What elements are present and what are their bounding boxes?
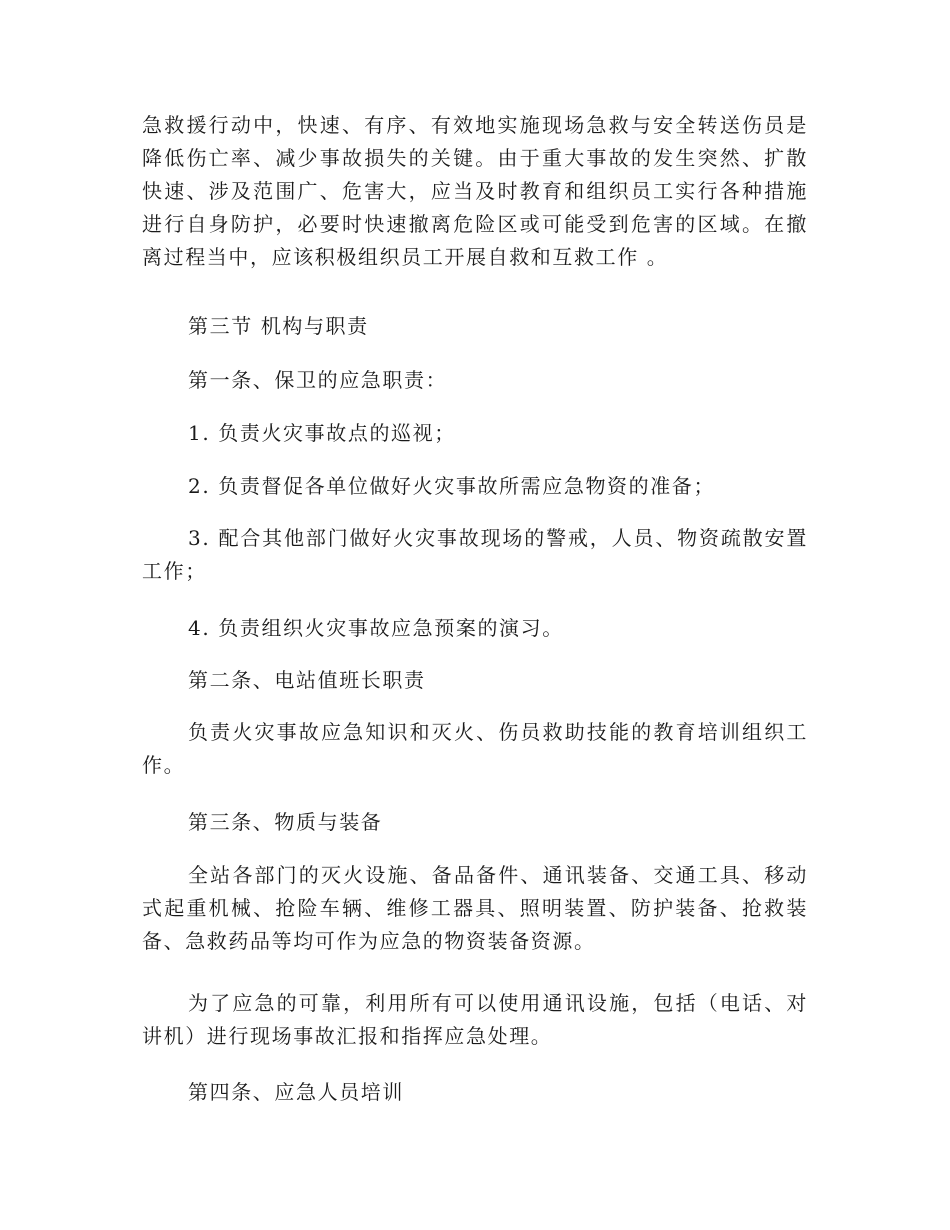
- article-3-heading: 第三条、物质与装备: [188, 810, 383, 834]
- article-2-heading: 第二条、电站值班长职责: [188, 668, 426, 692]
- article-1-item-3: 3. 配合其他部门做好火灾事故现场的警戒，人员、物资疏散安置工作；: [142, 526, 808, 583]
- article-3-body-2: 为了应急的可靠，利用所有可以使用通讯设施，包括（电话、对讲机）进行现场事故汇报和指挥应急处理。: [142, 991, 808, 1048]
- article-2-body: 负责火灾事故应急知识和灭火、伤员救助技能的教育培训组织工作。: [142, 720, 808, 777]
- article-1-item-4: 4. 负责组织火灾事故应急预案的演习。: [188, 616, 564, 640]
- article-3-body-1: 全站各部门的灭火设施、备品备件、通讯装备、交通工具、移动式起重机械、抢险车辆、维修工器具、照明装置、防护装备、抢救装备、急救药品等均可作为应急的物资装备资源。: [142, 863, 808, 953]
- article-1-item-2: 2. 负责督促各单位做好火灾事故所需应急物资的准备；: [188, 474, 716, 498]
- article-1-heading: 第一条、保卫的应急职责：: [188, 368, 448, 392]
- paragraph-rescue-intro: 急救援行动中，快速、有序、有效地实施现场急救与安全转送伤员是降低伤亡率、减少事故损失的关键。由于重大事故的发生突然、扩散快速、涉及范围广、危害大，应当及时教育和组织员工实行各种措施进行自身防护，必要时快速撤离危险区或可能受到危害的区域。在撤离过程当中，应该积极组织员工开展自救和互救工作 。: [142, 113, 808, 269]
- article-4-heading: 第四条、应急人员培训: [188, 1080, 404, 1104]
- section-3-heading: 第三节 机构与职责: [188, 314, 369, 338]
- article-1-item-1: 1. 负责火灾事故点的巡视；: [188, 421, 456, 445]
